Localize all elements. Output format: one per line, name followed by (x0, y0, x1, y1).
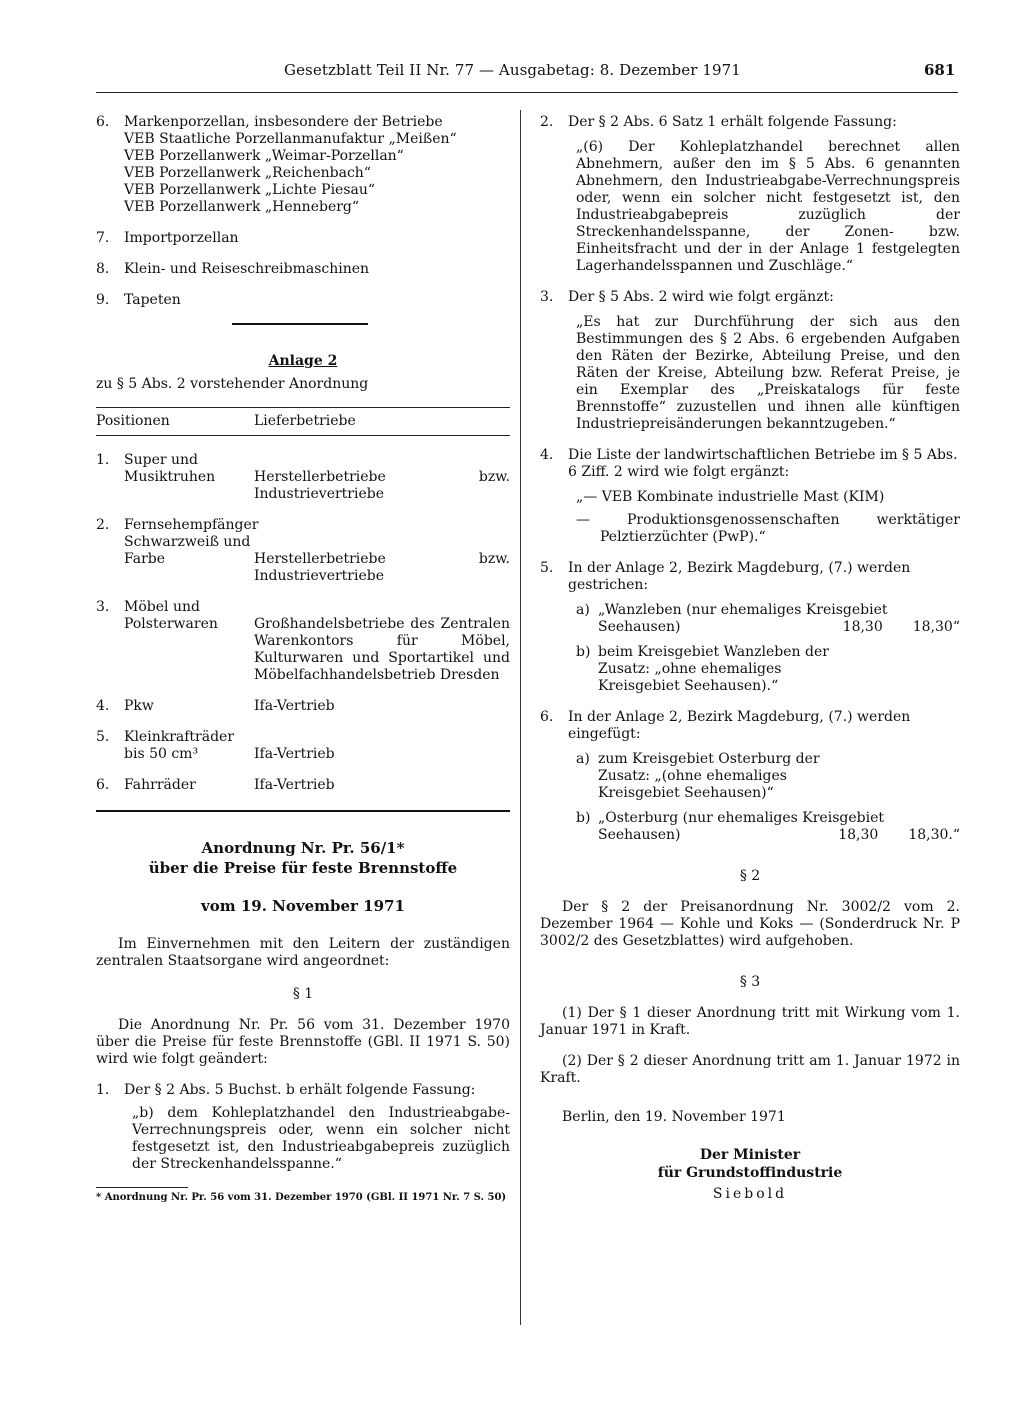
left-column (96, 114, 510, 1204)
amendment-quote: „(6) Der Kohleplatzhandel berechnet allen Abnehmern, außer den im § 5 Abs. 6 genannten Abnehmern, den Industrieabgabe-Verrechnungspreis oder, wenn ein solcher nicht festgesetzt ist, den Industrieabgabepreis zuzüglich der Streckenhandelsspanne, der Zonen- bzw. Einheitsfracht und der in der Anlage 1 festgelegten Lagerhandelsspannen und Zuschläge.“ (576, 139, 960, 274)
amendment-number: 4. (540, 447, 554, 463)
amendment-item (540, 447, 960, 481)
list-text: Importporzellan (124, 230, 239, 246)
list-line: VEB Porzellanwerk „Reichenbach“ (124, 165, 371, 181)
header-rule (96, 92, 958, 93)
section-rule (232, 323, 368, 325)
table-header-lieferbetriebe: Lieferbetriebe (254, 413, 356, 429)
sub-item-text: zum Kreisgebiet Osterburg der Zusatz: „(ohne ehemaliges Kreisgebiet Seehausen)“ (598, 751, 820, 801)
ordinance-title (96, 838, 510, 878)
list-text: Klein- und Reiseschreibmaschinen (124, 261, 370, 277)
table-row (96, 698, 510, 715)
row-supplier: Ifa-Vertrieb (254, 698, 335, 714)
amendment-number: 6. (540, 709, 554, 725)
table-row (96, 729, 510, 763)
amendment-quote-line: — Produktionsgenossenschaften werktätiger Pelztierzüchter (PwP).“ (576, 512, 960, 545)
section-heading: § 1 (292, 986, 314, 1002)
amendment-text: In der Anlage 2, Bezirk Magdeburg, (7.) werden eingefügt: (568, 709, 911, 742)
amendment-text: Der § 5 Abs. 2 wird wie folgt ergänzt: (568, 289, 834, 305)
row-number: 1. (96, 452, 110, 468)
ordinance-date: vom 19. November 1971 (201, 897, 405, 915)
list-body (124, 114, 510, 216)
place-and-date: Berlin, den 19. November 1971 (562, 1109, 786, 1125)
page-number: 681 (924, 61, 956, 79)
price-value: 18,30“ (912, 619, 960, 635)
amendment-text: Die Liste der landwirtschaftlichen Betriebe im § 5 Abs. 6 Ziff. 2 wird wie folgt ergänzt: (568, 447, 958, 480)
sub-item-text: „Wanzleben (nur ehemaliges Kreisgebiet Seehausen) (598, 602, 888, 635)
sub-item (576, 751, 960, 802)
sub-item-label: b) (576, 810, 591, 826)
row-position: Kleinkrafträder bis 50 cm³ (124, 729, 235, 762)
row-position: Möbel und Polsterwaren (124, 599, 218, 632)
list-item (96, 230, 510, 247)
row-supplier: Herstellerbetriebe bzw. Industrievertriebe (254, 551, 510, 584)
signature-title-2: für Grundstoffindustrie (657, 1165, 843, 1181)
table-row (96, 452, 510, 503)
signatory-name: Siebold (712, 1186, 788, 1202)
section-2-text: Der § 2 der Preisanordnung Nr. 3002/2 vom 2. Dezember 1964 — Kohle und Koks — (Sonderdruck Nr. P 3002/2 des Gesetzblattes) wird aufgehoben. (540, 899, 960, 949)
section-3-paragraph-1: (1) Der § 1 dieser Anordnung tritt mit Wirkung vom 1. Januar 1971 in Kraft. (540, 1005, 960, 1038)
amendment-number: 2. (540, 114, 554, 130)
anlage-title: Anlage 2 (268, 353, 338, 369)
section-heading: § 3 (739, 974, 761, 990)
header-title: Gesetzblatt Teil II Nr. 77 — Ausgabetag: 8. Dezember 1971 (284, 61, 741, 79)
row-number: 5. (96, 729, 110, 745)
row-supplier: Ifa-Vertrieb (254, 777, 335, 793)
row-supplier: Großhandelsbetriebe des Zentralen Warenkontors für Möbel, Kulturwaren und Sportartikel und Möbelfachhandelsbetrieb Dresden (254, 616, 510, 683)
price-value: 18,30 (842, 619, 883, 635)
amendment-item (540, 114, 960, 131)
list-line: VEB Staatliche Porzellanmanufaktur „Meißen“ (124, 131, 457, 147)
row-supplier: Herstellerbetriebe bzw. Industrievertriebe (254, 469, 510, 502)
sub-item-label: b) (576, 644, 591, 660)
footnote-rule (96, 1187, 188, 1188)
list-number: 6. (96, 114, 110, 130)
sub-item-text: beim Kreisgebiet Wanzleben der Zusatz: „ohne ehemaliges Kreisgebiet Seehausen).“ (598, 644, 829, 694)
amendment-text: In der Anlage 2, Bezirk Magdeburg, (7.) werden gestrichen: (568, 560, 911, 593)
column-divider (520, 110, 521, 1325)
list-item (96, 292, 510, 309)
row-number: 2. (96, 517, 110, 533)
signature-title-1: Der Minister (699, 1147, 801, 1163)
right-column (540, 114, 960, 1203)
list-line: Markenporzellan, insbesondere der Betriebe (124, 114, 443, 130)
amendment-number: 5. (540, 560, 554, 576)
row-supplier: Ifa-Vertrieb (254, 746, 335, 762)
section-heading: § 2 (739, 868, 761, 884)
sub-item (576, 810, 960, 844)
row-number: 6. (96, 777, 110, 793)
row-position: Fernsehempfänger Schwarzweiß und Farbe (124, 517, 259, 567)
amendment-quote-line: „— VEB Kombinate industrielle Mast (KIM) (576, 489, 885, 505)
list-item (96, 114, 510, 216)
amendment-item (540, 289, 960, 306)
list-number: 7. (96, 230, 110, 246)
list-line: VEB Porzellanwerk „Henneberg“ (124, 199, 360, 215)
signature-block (540, 1146, 960, 1182)
table-header-positionen: Positionen (96, 413, 170, 429)
list-line: VEB Porzellanwerk „Lichte Piesau“ (124, 182, 376, 198)
table-bottom-rule (96, 810, 510, 812)
section-3-paragraph-2: (2) Der § 2 dieser Anordnung tritt am 1. Januar 1972 in Kraft. (540, 1053, 960, 1086)
sub-item-text: „Osterburg (nur ehemaliges Kreisgebiet Seehausen) (598, 810, 884, 843)
list-line: VEB Porzellanwerk „Weimar-Porzellan“ (124, 148, 404, 164)
list-item (96, 261, 510, 278)
amendment-text: Der § 2 Abs. 6 Satz 1 erhält folgende Fassung: (568, 114, 897, 130)
intro-paragraph: Im Einvernehmen mit den Leitern der zuständigen zentralen Staatsorgane wird angeordnet: (96, 936, 510, 969)
page-header (0, 62, 1024, 84)
sub-item (576, 644, 960, 695)
table-header (96, 407, 510, 436)
list-text: Tapeten (124, 292, 181, 308)
amendment-number: 1. (96, 1082, 110, 1098)
ordinance-title-line-2: über die Preise für feste Brennstoffe (148, 859, 458, 877)
row-position: Super und Musiktruhen (124, 452, 216, 485)
list-number: 8. (96, 261, 110, 277)
table-row (96, 517, 510, 585)
ordinance-title-line-1: Anordnung Nr. Pr. 56/1* (201, 839, 405, 857)
sub-item (576, 602, 960, 636)
footnote: * Anordnung Nr. Pr. 56 vom 31. Dezember 1970 (GBl. II 1971 Nr. 7 S. 50) (96, 1192, 507, 1203)
sub-item-label: a) (576, 751, 590, 767)
amendment-quote: „b) dem Kohleplatzhandel den Industrieabgabe-Verrechnungspreis oder, wenn ein solcher nicht festgesetzt ist, den Industrieabgabepreis zuzüglich der Streckenhandelsspanne.“ (132, 1105, 510, 1172)
row-number: 4. (96, 698, 110, 714)
table-row (96, 777, 510, 794)
sub-item-label: a) (576, 602, 590, 618)
price-value: 18,30.“ (908, 827, 960, 843)
amendment-item (540, 560, 960, 594)
amendment-number: 3. (540, 289, 554, 305)
amendment-text: Der § 2 Abs. 5 Buchst. b erhält folgende Fassung: (124, 1082, 476, 1098)
row-position: Pkw (124, 698, 154, 714)
section-1-text: Die Anordnung Nr. Pr. 56 vom 31. Dezember 1970 über die Preise für feste Brennstoffe (GBl. II 1971 S. 50) wird wie folgt geändert: (96, 1017, 510, 1067)
list-number: 9. (96, 292, 110, 308)
row-position: Fahrräder (124, 777, 196, 793)
row-number: 3. (96, 599, 110, 615)
amendment-item (540, 709, 960, 743)
amendment-item (96, 1082, 510, 1099)
table-row (96, 599, 510, 684)
anlage-subtitle: zu § 5 Abs. 2 vorstehender Anordnung (96, 376, 369, 392)
price-value: 18,30 (838, 827, 879, 843)
amendment-quote: „Es hat zur Durchführung der sich aus den Bestimmungen des § 2 Abs. 6 ergebenden Aufgaben den Räten der Bezirke, Abteilung Preise, und den Räten der Kreise, Abteilung bzw. Referat Preise, je ein Exemplar des „Preiskatalogs für feste Brennstoffe“ zuzustellen und ihnen alle künftigen Industriepreisänderungen bekanntzugeben.“ (576, 314, 960, 432)
